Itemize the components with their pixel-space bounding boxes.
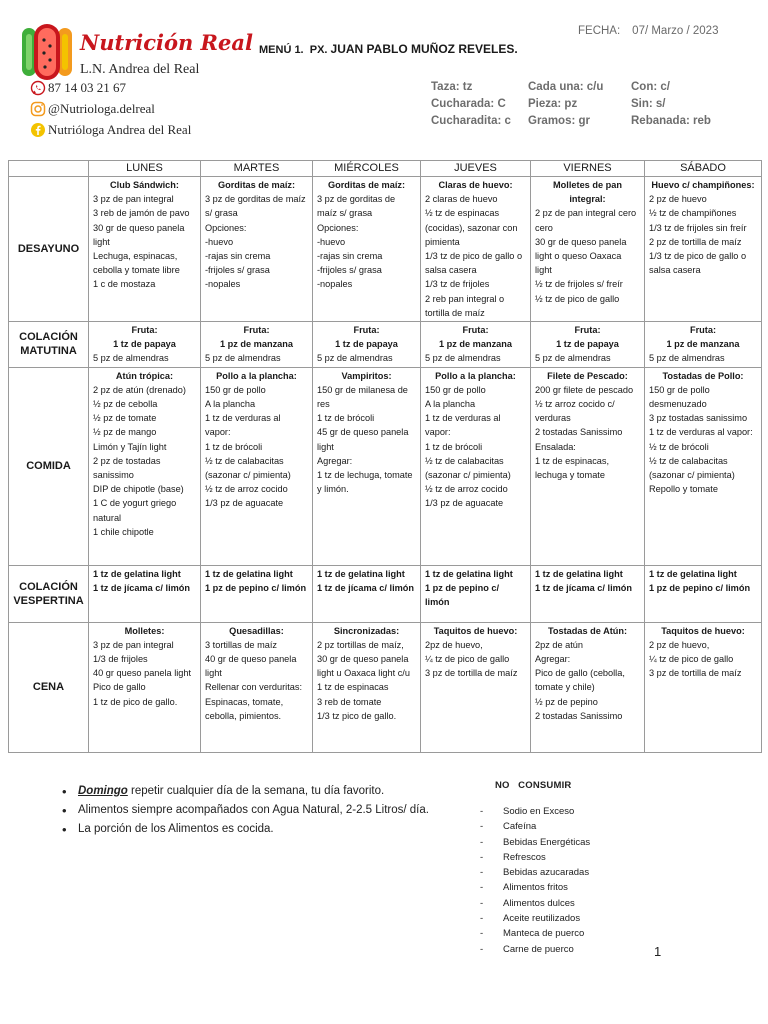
whatsapp-icon — [30, 80, 46, 96]
ingredient-line: 3 pz de gorditas de maíz s/ grasa — [205, 194, 306, 219]
fruit-portion: 1 pz de manzana — [219, 339, 293, 350]
legend-row — [431, 81, 731, 98]
snack-item: 1 tz de gelatina light — [317, 568, 405, 579]
ingredient-line: 1/3 tz de pico de gallo o salsa casera — [649, 251, 747, 276]
ingredient-line: 2 reb pan integral o tortilla de maíz — [425, 293, 505, 318]
ingredient-line: Repollo y tomate — [649, 484, 718, 495]
ingredient-line: -rajas sin crema — [205, 251, 271, 262]
ingredient-line: 40 gr queso panela light — [93, 668, 192, 679]
ingredient-line: 1/3 pz de aguacate — [205, 498, 284, 509]
ingredient-line: 2 pz de huevo, — [649, 639, 710, 650]
ingredient-line: Agregar: — [535, 654, 571, 665]
ingredient-line: 2 tostadas Sanissimo — [535, 710, 623, 721]
instagram-handle: @Nutriologa.delreal — [48, 101, 155, 116]
snack-item: 1 pz de pepino c/ limón — [425, 582, 500, 608]
legend-item: Rebanada: reb — [631, 115, 711, 127]
ingredient-line: 1/3 pz de aguacate — [425, 498, 504, 509]
ingredient-line: 2pz de huevo, — [425, 639, 483, 650]
facebook-name: Nutrióloga Andrea del Real — [48, 122, 192, 137]
ingredient-line: 3 pz de tortilla de maíz — [425, 668, 518, 679]
day-header: MIÉRCOLES — [313, 161, 421, 177]
ingredient-line: -frijoles s/ grasa — [317, 265, 382, 276]
meal-cell — [313, 322, 421, 368]
phone-number: 87 14 03 21 67 — [48, 80, 126, 95]
meal-cell — [531, 565, 645, 622]
ingredient-line: 3 pz tostadas sanissimo — [649, 413, 748, 424]
ingredient-line: 150 gr de pollo — [425, 384, 486, 395]
meal-row — [9, 565, 762, 622]
ingredient-line: 5 pz de almendras — [93, 353, 169, 364]
ingredient-line: 3 tortillas de maíz — [205, 639, 277, 650]
fruit-portion: 1 tz de papaya — [556, 339, 619, 350]
day-header: LUNES — [89, 161, 201, 177]
meal-cell — [313, 177, 421, 322]
meal-cell — [645, 177, 762, 322]
ingredient-line: ½ tz de brócoli — [649, 441, 709, 452]
meal-cell — [421, 367, 531, 565]
facebook-icon — [30, 122, 46, 138]
snack-item: 1 tz de gelatina light — [649, 568, 737, 579]
ingredient-line: ½ tz de frijoles s/ freír — [535, 279, 623, 290]
no-consumir-title: NO CONSUMIR — [495, 780, 572, 791]
ingredient-line: 1 tz de brócoli — [205, 441, 263, 452]
dish-title: Tostadas de Pollo: — [662, 370, 744, 381]
ingredient-line: 1/3 tz de frijoles sin freír — [649, 222, 747, 233]
brand-name: Nutrición Real — [80, 30, 253, 55]
ingredient-line: 200 gr filete de pescado — [535, 384, 634, 395]
ingredient-line: 1 tz de espinacas — [317, 682, 389, 693]
meal-cell — [421, 177, 531, 322]
no-consumir-item: - Manteca de puerco — [480, 926, 590, 941]
meal-cell — [313, 367, 421, 565]
meal-row — [9, 367, 762, 565]
legend-item: Cada una: c/u — [528, 81, 604, 93]
meal-label: CENA — [9, 622, 89, 752]
meal-cell — [89, 622, 201, 752]
ingredient-line: ¼ tz de pico de gallo — [649, 654, 734, 665]
meal-cell — [531, 322, 645, 368]
no-consumir-item: - Cafeína — [480, 819, 590, 834]
no-consumir-item: - Refrescos — [480, 850, 590, 865]
ingredient-line: Rellenar con verduritas: — [205, 682, 303, 693]
meal-cell — [89, 322, 201, 368]
ingredient-line: ½ tz de espinacas (cocidas), sazonar con pimienta — [425, 208, 518, 247]
meal-cell — [89, 565, 201, 622]
meal-label: COMIDA — [9, 367, 89, 565]
ingredient-line: ½ tz arroz cocido c/ verduras — [535, 399, 615, 424]
ingredient-line: 150 gr de pollo — [205, 384, 266, 395]
day-header: VIERNES — [531, 161, 645, 177]
legend-item: Cucharadita: c — [431, 115, 511, 127]
meal-cell — [531, 367, 645, 565]
dish-title: Vampiritos: — [341, 370, 392, 381]
menu-title — [259, 42, 518, 56]
ingredient-line: 5 pz de almendras — [649, 353, 725, 364]
ingredient-line: Opciones: — [205, 222, 247, 233]
dish-title: Gorditas de maíz: — [217, 180, 296, 190]
ingredient-line: 1 chile chipotle — [93, 526, 154, 537]
ingredient-line: 2 pz de pan integral cero cero — [535, 208, 637, 233]
ingredient-line: -rajas sin crema — [317, 251, 383, 262]
no-consumir-item: - Alimentos dulces — [480, 896, 590, 911]
meal-label: DESAYUNO — [9, 177, 89, 322]
dish-title: Gorditas de maíz: — [327, 180, 406, 190]
no-consumir-item: - Bebidas Energéticas — [480, 835, 590, 850]
meal-label: COLACIÓN VESPERTINA — [9, 565, 89, 622]
ingredient-line: Agregar: — [317, 455, 353, 466]
no-consumir-list — [480, 804, 590, 957]
dish-title: Filete de Pescado: — [547, 370, 628, 381]
ingredient-line: 1/3 tz de pico de gallo o salsa casera — [425, 251, 523, 276]
ingredient-line: ½ pz de cebolla — [93, 399, 158, 410]
day-header: JUEVES — [421, 161, 531, 177]
legend-row — [431, 98, 731, 115]
snack-item: 1 tz de jícama c/ limón — [535, 582, 633, 593]
dish-title: Atún trópica: — [115, 370, 174, 381]
px-label: PX. — [309, 44, 328, 56]
dish-title: Sincronizadas: — [333, 625, 400, 636]
ingredient-line: 1/3 de frijoles — [93, 654, 148, 665]
dish-title: Fruta: — [131, 325, 158, 336]
days-header-row — [9, 161, 762, 177]
no-consumir-item: - Aceite reutilizados — [480, 911, 590, 926]
abbreviation-legend — [431, 81, 731, 132]
ingredient-line: ½ tz de arroz cocido — [205, 484, 288, 495]
note-domingo-text: repetir cualquier día de la semana, tu día favorito. — [127, 785, 385, 797]
ingredient-line: 5 pz de almendras — [205, 353, 281, 364]
ingredient-line: 2pz de atún — [535, 639, 584, 650]
brand-nutritionist: L.N. Andrea del Real — [80, 62, 200, 77]
contact-phone — [30, 80, 126, 96]
ingredient-line: ½ pz de mango — [93, 427, 157, 438]
ingredient-line: 2 tostadas Sanissimo — [535, 427, 623, 438]
ingredient-line: 1/3 tz de frijoles — [425, 279, 490, 290]
ingredient-line: 2 pz de tostadas sanissimo — [93, 455, 161, 481]
ingredient-line: 2 pz tortillas de maíz, 30 gr de queso panela light u Oaxaca light c/u — [317, 639, 410, 679]
snack-item: 1 tz de gelatina light — [205, 568, 293, 579]
ingredient-line: A la plancha — [205, 399, 256, 410]
ingredient-line: 3 reb de tomate — [317, 696, 382, 707]
ingredient-line: ½ pz de tomate — [93, 413, 157, 424]
ingredient-line: 1 tz de verduras al vapor: — [425, 413, 501, 438]
fruit-portion: 1 pz de manzana — [666, 339, 740, 350]
snack-item: 1 pz de pepino c/ limón — [649, 582, 751, 593]
meal-row — [9, 622, 762, 752]
date-value: 07/ Marzo / 2023 — [632, 25, 719, 37]
weekly-menu-table — [8, 160, 762, 753]
meal-cell — [89, 177, 201, 322]
ingredient-line: Pico de gallo — [93, 682, 146, 693]
ingredient-line: 5 pz de almendras — [535, 353, 611, 364]
ingredient-line: 3 pz de pan integral — [93, 194, 174, 205]
dish-title: Molletes de pan integral: — [553, 180, 622, 205]
ingredient-line: ½ tz de arroz cocido — [425, 484, 508, 495]
legend-item: Pieza: pz — [528, 98, 578, 110]
ingredient-line: ½ tz de champiñones — [649, 208, 737, 219]
meal-cell — [645, 322, 762, 368]
ingredient-line: ½ tz de pico de gallo — [535, 293, 620, 304]
fruit-portion: 1 pz de manzana — [438, 339, 512, 350]
snack-item: 1 tz de jícama c/ limón — [93, 582, 191, 593]
instagram-icon — [30, 101, 46, 117]
watermelon-logo-icon — [20, 22, 74, 82]
meal-cell — [201, 177, 313, 322]
ingredient-line: -nopales — [317, 279, 353, 290]
contact-facebook — [30, 122, 191, 138]
snack-item: 1 tz de gelatina light — [535, 568, 623, 579]
dish-title: Tostadas de Atún: — [547, 625, 628, 636]
legend-item: Con: c/ — [631, 81, 670, 93]
ingredient-line: -nopales — [205, 279, 241, 290]
ingredient-line: DIP de chipotle (base) — [93, 484, 184, 495]
notes-list — [62, 782, 429, 839]
ingredient-line: 3 pz de pan integral — [93, 639, 174, 650]
no-consumir-item: - Bebidas azucaradas — [480, 865, 590, 880]
dish-title: Pollo a la plancha: — [435, 370, 516, 381]
ingredient-line: 2 claras de huevo — [425, 194, 498, 205]
meal-cell — [645, 622, 762, 752]
no-consumir-item: - Carne de puerco — [480, 942, 590, 957]
dish-title: Pollo a la plancha: — [216, 370, 297, 381]
dish-title: Fruta: — [243, 325, 270, 336]
no-consumir-item: - Sodio en Exceso — [480, 804, 590, 819]
ingredient-line: -huevo — [205, 236, 234, 247]
note-agua: • Alimentos siempre acompañados con Agua Natural, 2-2.5 Litros/ día. — [62, 801, 429, 820]
ingredient-line: 150 gr de milanesa de res — [317, 384, 408, 410]
ingredient-line: Pico de gallo (cebolla, tomate y chile) — [535, 668, 625, 693]
ingredient-line: 45 gr de queso panela light — [317, 427, 409, 452]
legend-row — [431, 115, 731, 132]
ingredient-line: -huevo — [317, 236, 346, 247]
ingredient-line: 40 gr de queso panela light — [205, 654, 297, 679]
ingredient-line: Limón y Tajín light — [93, 441, 167, 452]
page-number: 1 — [654, 944, 662, 959]
dish-title: Club Sándwich: — [110, 180, 179, 190]
snack-item: 1 pz de pepino c/ limón — [205, 582, 307, 593]
ingredient-line: 30 gr de queso panela light — [93, 222, 185, 247]
ingredient-line: 1 C de yogurt griego natural — [93, 498, 177, 523]
date — [578, 25, 730, 37]
ingredient-line: 1 tz de verduras al vapor: — [649, 427, 753, 438]
meal-cell — [531, 622, 645, 752]
patient-name: JUAN PABLO MUÑOZ REVELES. — [330, 42, 518, 56]
legend-item: Taza: tz — [431, 81, 473, 93]
snack-item: 1 tz de gelatina light — [425, 568, 513, 579]
ingredient-line: 1 tz de brócoli — [425, 441, 483, 452]
menu-label: MENÚ 1. — [259, 44, 304, 56]
meal-cell — [421, 565, 531, 622]
ingredient-line: ½ tz de calabacitas (sazonar c/ pimienta) — [649, 455, 735, 481]
no-consumir-item: - Alimentos fritos — [480, 880, 590, 895]
meal-cell — [201, 322, 313, 368]
meal-label: COLACIÓN MATUTINA — [9, 322, 89, 368]
ingredient-line: 2 pz de atún (drenado) — [93, 384, 186, 395]
ingredient-line: Lechuga, espinacas, cebolla y tomate libre — [93, 251, 180, 276]
ingredient-line: 1 tz de verduras al vapor: — [205, 413, 281, 438]
meal-cell — [201, 622, 313, 752]
ingredient-line: 1 tz de pico de gallo. — [93, 696, 178, 707]
note-porcion: • La porción de los Alimentos es cocida. — [62, 820, 429, 839]
meal-cell — [421, 322, 531, 368]
fruit-portion: 1 tz de papaya — [335, 339, 398, 350]
legend-item: Sin: s/ — [631, 98, 666, 110]
ingredient-line: 1/3 tz pico de gallo. — [317, 710, 397, 721]
note-domingo — [62, 782, 429, 801]
ingredient-line: A la plancha — [425, 399, 476, 410]
dish-title: Taquitos de huevo: — [433, 625, 518, 636]
ingredient-line: 1 tz de lechuga, tomate y limón. — [317, 470, 413, 495]
corner-cell — [9, 161, 89, 177]
ingredient-line: 2 pz de tortilla de maíz — [649, 236, 742, 247]
legend-item: Gramos: gr — [528, 115, 590, 127]
dish-title: Molletes: — [124, 625, 165, 636]
meal-cell — [645, 565, 762, 622]
dish-title: Huevo c/ champiñones: — [651, 180, 755, 190]
dish-title: Fruta: — [574, 325, 601, 336]
ingredient-line: ½ tz de calabacitas (sazonar c/ pimienta) — [205, 455, 291, 481]
ingredient-line: ½ tz de calabacitas (sazonar c/ pimienta) — [425, 455, 511, 481]
meal-row — [9, 322, 762, 368]
ingredient-line: 5 pz de almendras — [425, 353, 501, 364]
ingredient-line: ¼ tz de pico de gallo — [425, 654, 510, 665]
ingredient-line: 30 gr de queso panela light o queso Oaxaca light — [535, 236, 627, 276]
meal-cell — [421, 622, 531, 752]
day-header: SÁBADO — [645, 161, 762, 177]
meal-cell — [89, 367, 201, 565]
meal-cell — [313, 622, 421, 752]
meal-cell — [531, 177, 645, 322]
meal-cell — [201, 565, 313, 622]
meal-cell — [645, 367, 762, 565]
dish-title: Fruta: — [689, 325, 717, 336]
ingredient-line: Ensalada: — [535, 441, 576, 452]
date-label: FECHA: — [578, 25, 621, 37]
ingredient-line: -frijoles s/ grasa — [205, 265, 270, 276]
fruit-portion: 1 tz de papaya — [113, 339, 176, 350]
dish-title: Claras de huevo: — [438, 180, 513, 190]
meal-cell — [313, 565, 421, 622]
legend-item: Cucharada: C — [431, 98, 506, 110]
ingredient-line: 3 pz de tortilla de maíz — [649, 668, 742, 679]
snack-item: 1 tz de jícama c/ limón — [317, 582, 415, 593]
ingredient-line: 1 c de mostaza — [93, 279, 156, 290]
dish-title: Taquitos de huevo: — [661, 625, 745, 636]
ingredient-line: 3 pz de gorditas de maíz s/ grasa — [317, 194, 396, 219]
ingredient-line: Opciones: — [317, 222, 359, 233]
dish-title: Fruta: — [353, 325, 380, 336]
contact-instagram — [30, 101, 155, 117]
dish-title: Quesadillas: — [229, 625, 284, 636]
ingredient-line: 3 reb de jamón de pavo — [93, 208, 190, 219]
meal-cell — [201, 367, 313, 565]
ingredient-line: ½ pz de pepino — [535, 696, 598, 707]
ingredient-line: 150 gr de pollo desmenuzado — [649, 384, 710, 410]
ingredient-line: 2 pz de huevo — [649, 194, 707, 205]
day-header: MARTES — [201, 161, 313, 177]
ingredient-line: 5 pz de almendras — [317, 353, 393, 364]
ingredient-line: 1 tz de brócoli — [317, 413, 375, 424]
ingredient-line: Espinacas, tomate, cebolla, pimientos. — [205, 696, 284, 721]
meal-row — [9, 177, 762, 322]
dish-title: Fruta: — [462, 325, 489, 336]
ingredient-line: 1 tz de espinacas, lechuga y tomate — [535, 455, 610, 481]
note-domingo-em: Domingo — [78, 785, 128, 797]
snack-item: 1 tz de gelatina light — [93, 568, 181, 579]
